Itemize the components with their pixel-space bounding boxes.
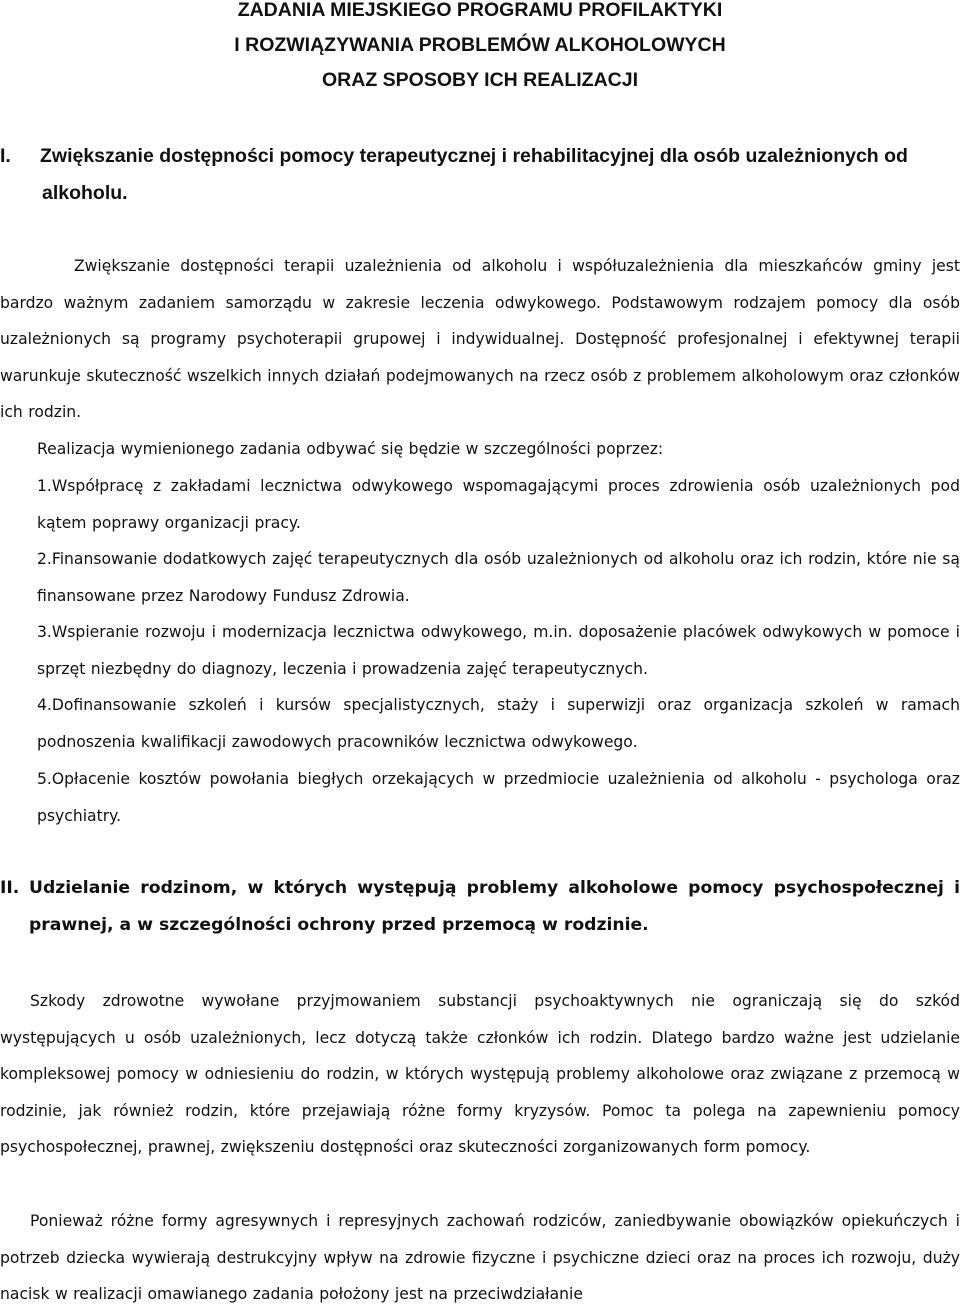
section-2-heading-text: Udzielanie rodzinom, w których występują problemy alkoholowe pomocy psychospołecznej i prawnej, a w szczególności ochrony przed przemocą w rodzinie. — [29, 878, 960, 935]
section-1-heading-text: Zwiększanie dostępności pomocy terapeutycznej i rehabilitacyjnej dla osób uzależnionych od alkoholu. — [40, 145, 908, 204]
section-1-heading — [0, 138, 960, 212]
section-2-heading — [0, 870, 960, 944]
section-2-paragraph-2: Ponieważ różne formy agresywnych i represyjnych zachowań rodziców, zaniedbywanie obowiązków opiekuńczych i potrzeb dziecka wywierają destrukcyjny wpływ na zdrowie fizyczne i psychiczne dzieci oraz na proces ich rozwoju, duży nacisk w realizacji omawianego zadania położony jest na przeciwdziałanie — [0, 1212, 960, 1303]
section-1-number: I. — [0, 145, 11, 167]
document-title-line-3: ORAZ SPOSOBY ICH REALIZACJI — [321, 69, 638, 91]
list-item: 4.Dofinansowanie szkoleń i kursów specjalistycznych, staży i superwizji oraz organizacja szkoleń w ramach podnoszenia kwalifikacji zawodowych pracowników lecznictwa odwykowego. — [37, 696, 960, 751]
section-2-paragraph-1: Szkody zdrowotne wywołane przyjmowaniem substancji psychoaktywnych nie ograniczają się do szkód występujących u osób uzależnionych, lecz dotyczą także członków ich rodzin. Dlatego bardzo ważne jest udzielanie kompleksowej pomocy w odniesieniu do rodzin, w których występują problemy alkoholowe oraz związane z przemocą w rodzinie, jak również rodzin, które przejawiają różne formy kryzysów. Pomoc ta polega na zapewnieniu pomocy psychospołecznej, prawnej, zwiększeniu dostępności oraz skuteczności zorganizowanych form pomocy. — [0, 992, 960, 1156]
list-item: 5.Opłacenie kosztów powołania biegłych orzekających w przedmiocie uzależnienia od alkoholu - psychologa oraz psychiatry. — [37, 770, 960, 825]
section-1-paragraph: Zwiększanie dostępności terapii uzależnienia od alkoholu i współuzależnienia dla mieszkańców gminy jest bardzo ważnym zadaniem samorządu w zakresie leczenia odwykowego. Podstawowym rodzajem pomocy dla osób uzależnionych są programy psychoterapii grupowej i indywidualnej. Dostępność profesjonalnej i efektywnej terapii warunkuje skuteczność wszelkich innych działań podejmowanych na rzecz osób z problemem alkoholowym oraz członków ich rodzin. — [0, 257, 960, 421]
document-title-line-1: ZADANIA MIEJSKIEGO PROGRAMU PROFILAKTYKI — [237, 0, 723, 21]
section-1-intro: Realizacja wymienionego zadania odbywać się będzie w szczególności poprzez: — [37, 440, 664, 458]
list-item: 2.Finansowanie dodatkowych zajęć terapeutycznych dla osób uzależnionych od alkoholu oraz ich rodzin, które nie są finansowane przez Narodowy Fundusz Zdrowia. — [37, 550, 960, 605]
list-item: 3.Wspieranie rozwoju i modernizacja lecznictwa odwykowego, m.in. doposażenie placówek odwykowych w pomoce i sprzęt niezbędny do diagnozy, leczenia i prowadzenia zajęć terapeutycznych. — [37, 623, 960, 678]
list-item: 1.Współpracę z zakładami lecznictwa odwykowego wspomagającymi proces zdrowienia osób uzależnionych pod kątem poprawy organizacji pracy. — [37, 477, 960, 532]
document-title-line-2: I ROZWIĄZYWANIA PROBLEMÓW ALKOHOLOWYCH — [234, 34, 726, 56]
section-2-number: II. — [0, 878, 20, 898]
